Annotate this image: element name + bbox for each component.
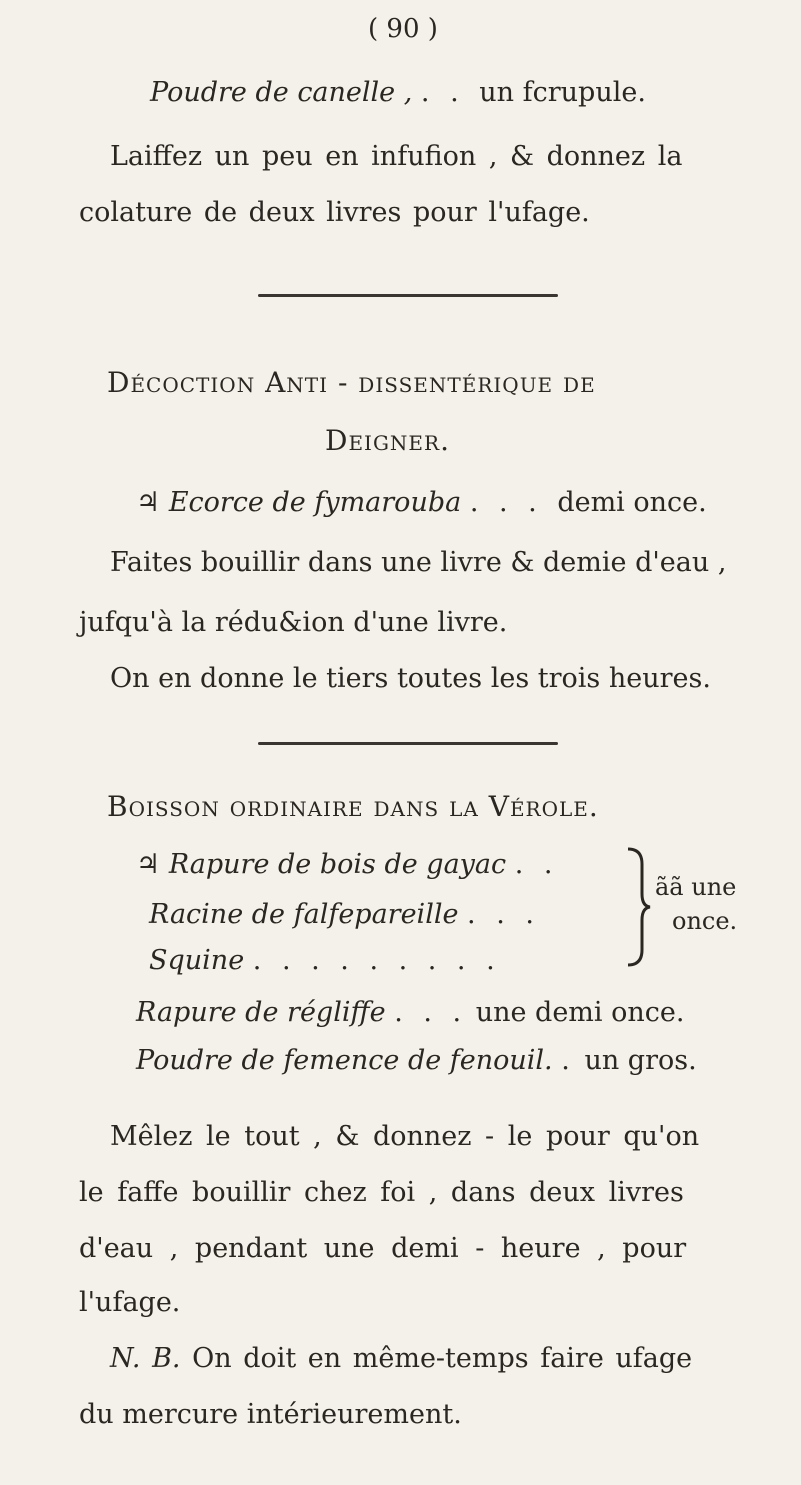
paragraph-line: On en donne le tiers toutes les trois heures. xyxy=(110,663,711,694)
ingredient-name: Poudre de femence de fenouil. xyxy=(136,1045,553,1076)
note-line xyxy=(110,1342,692,1376)
section-heading: Boisson ordinaire dans la Vérole. xyxy=(107,790,599,823)
section-heading: Décoction Anti - dissentérique de xyxy=(107,366,596,399)
leader-dots: . . . . . . . . . xyxy=(252,945,501,976)
ingredient-quantity: une demi once. xyxy=(475,997,685,1028)
ingredient-name: Rapure de régliffe xyxy=(136,997,386,1028)
ingredient-line xyxy=(136,848,559,882)
note-text: On doit en même-temps faire ufage xyxy=(192,1343,693,1374)
ingredient-line xyxy=(136,996,684,1030)
group-quantity: ãã une xyxy=(655,873,737,901)
line-poudre-canelle xyxy=(150,76,646,110)
ingredient-line xyxy=(136,1044,697,1078)
ingredient-name: Ecorce de fymarouba xyxy=(168,487,462,518)
divider xyxy=(258,294,558,297)
ingredient-name: Rapure de bois de gayac xyxy=(168,849,507,880)
paragraph-line: colature de deux livres pour l'ufage. xyxy=(79,197,590,228)
paragraph-line: d'eau , pendant une demi - heure , pour xyxy=(79,1233,687,1264)
leader-dots: . . xyxy=(514,849,559,880)
section-heading: Deigner. xyxy=(325,424,450,457)
paragraph-line: du mercure intérieurement. xyxy=(79,1399,462,1430)
paragraph-line: Laiffez un peu en infufion , & donnez la xyxy=(110,141,683,172)
ingredient-line xyxy=(149,944,501,978)
ingredient-line xyxy=(149,898,540,932)
leader-dots: . . xyxy=(420,77,480,108)
recipe-symbol: ♃ xyxy=(136,487,161,518)
ingredient-name: Poudre de canelle , xyxy=(150,77,413,108)
ingredient-quantity: un fcrupule. xyxy=(479,77,646,108)
prescription-line xyxy=(136,486,707,520)
ingredient-name: Squine xyxy=(149,945,245,976)
leader-dots: . . . xyxy=(467,899,540,930)
leader-dots: . . . xyxy=(469,487,558,518)
page-number: ( 90 ) xyxy=(368,14,438,44)
ingredient-quantity: un gros. xyxy=(584,1045,697,1076)
recipe-symbol: ♃ xyxy=(136,849,161,880)
paragraph-line: Mêlez le tout , & donnez - le pour qu'on xyxy=(110,1121,700,1152)
paragraph-line: jufqu'à la rédu&ion d'une livre. xyxy=(79,607,508,638)
paragraph-line: Faites bouillir dans une livre & demie d'eau , xyxy=(110,547,727,578)
ingredient-name: Racine de falfepareille xyxy=(149,899,459,930)
paragraph-line: le faffe bouillir chez foi , dans deux livres xyxy=(79,1177,684,1208)
group-quantity: once. xyxy=(672,907,738,935)
leader-dots: . . . xyxy=(394,997,468,1028)
divider xyxy=(258,742,558,745)
curly-brace-icon xyxy=(624,846,652,968)
leader-dots: . xyxy=(561,1045,576,1076)
ingredient-quantity: demi once. xyxy=(557,487,707,518)
paragraph-line: l'ufage. xyxy=(79,1287,181,1318)
note-label: N. B. xyxy=(110,1343,181,1374)
